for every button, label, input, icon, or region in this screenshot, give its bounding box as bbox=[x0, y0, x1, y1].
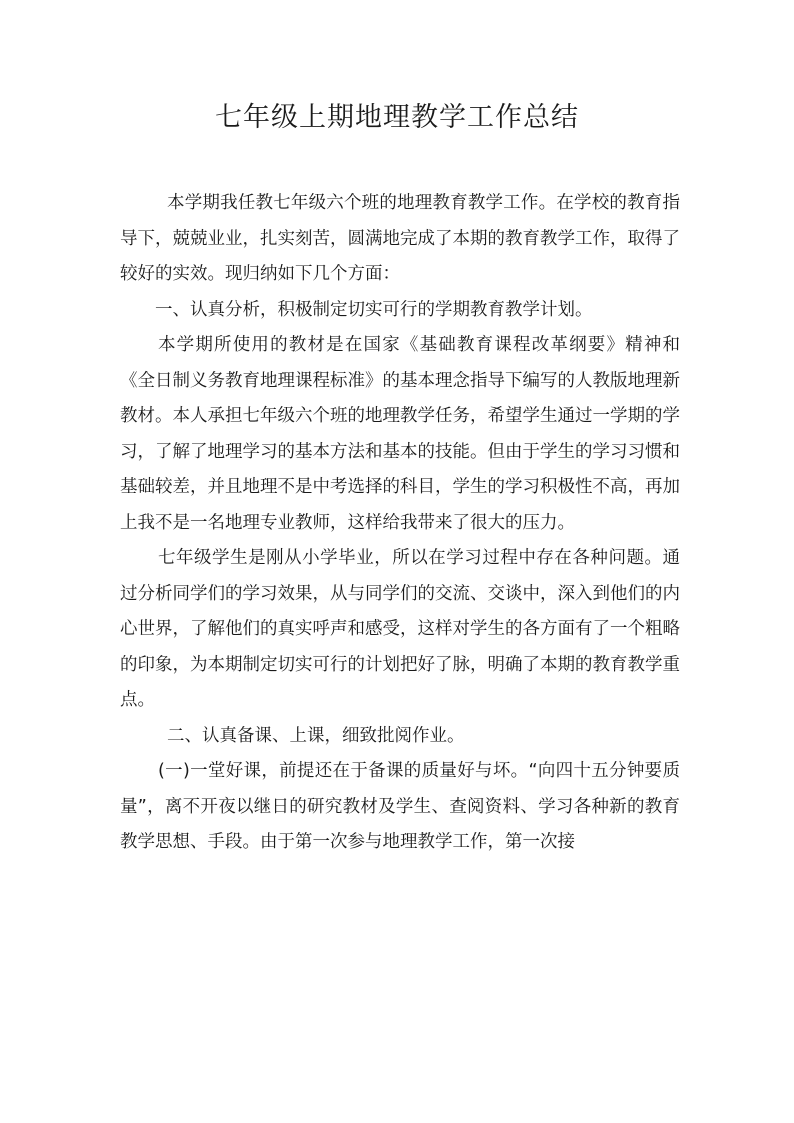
paragraph-lesson-prep: (一)一堂好课，前提还在于备课的质量好与坏。“向四十五分钟要质量”，离不开夜以继日的研究教材及学生、查阅资料、学习各种新的教育教学思想、手段。由于第一次参与地理教学工作，第一次接 bbox=[120, 761, 680, 852]
document-body bbox=[120, 186, 680, 861]
document-title: 七年级上期地理教学工作总结 bbox=[215, 102, 579, 133]
paragraph-students: 七年级学生是刚从小学毕业，所以在学习过程中存在各种问题。通过分析同学们的学习效果，从与同学们的交流、交谈中，深入到他们的内心世界，了解他们的真实呼声和感受，这样对学生的各方面有了一个粗略的印象，为本期制定切实可行的计划把好了脉，明确了本期的教育教学重点。 bbox=[120, 548, 680, 710]
paragraph-intro: 本学期我任教七年级六个班的地理教育教学工作。在学校的教育指导下，兢兢业业，扎实刻苦，圆满地完成了本期的教育教学工作，取得了较好的实效。现归纳如下几个方面： bbox=[120, 193, 680, 284]
section-heading-1: 一、认真分析，积极制定切实可行的学期教育教学计划。 bbox=[155, 299, 593, 320]
paragraph-textbook: 本学期所使用的教材是在国家《基础教育课程改革纲要》精神和《全日制义务教育地理课程标准》的基本理念指导下编写的人教版地理新教材。本人承担七年级六个班的地理教学任务，希望学生通过一学期的学习，了解了地理学习的基本方法和基本的技能。但由于学生的学习习惯和基础较差，并且地理不是中考选择的科目，学生的学习积极性不高，再加上我不是一名地理专业教师，这样给我带来了很大的压力。 bbox=[120, 335, 680, 533]
section-heading-2: 二、认真备课、上课，细致批阅作业。 bbox=[167, 725, 465, 746]
